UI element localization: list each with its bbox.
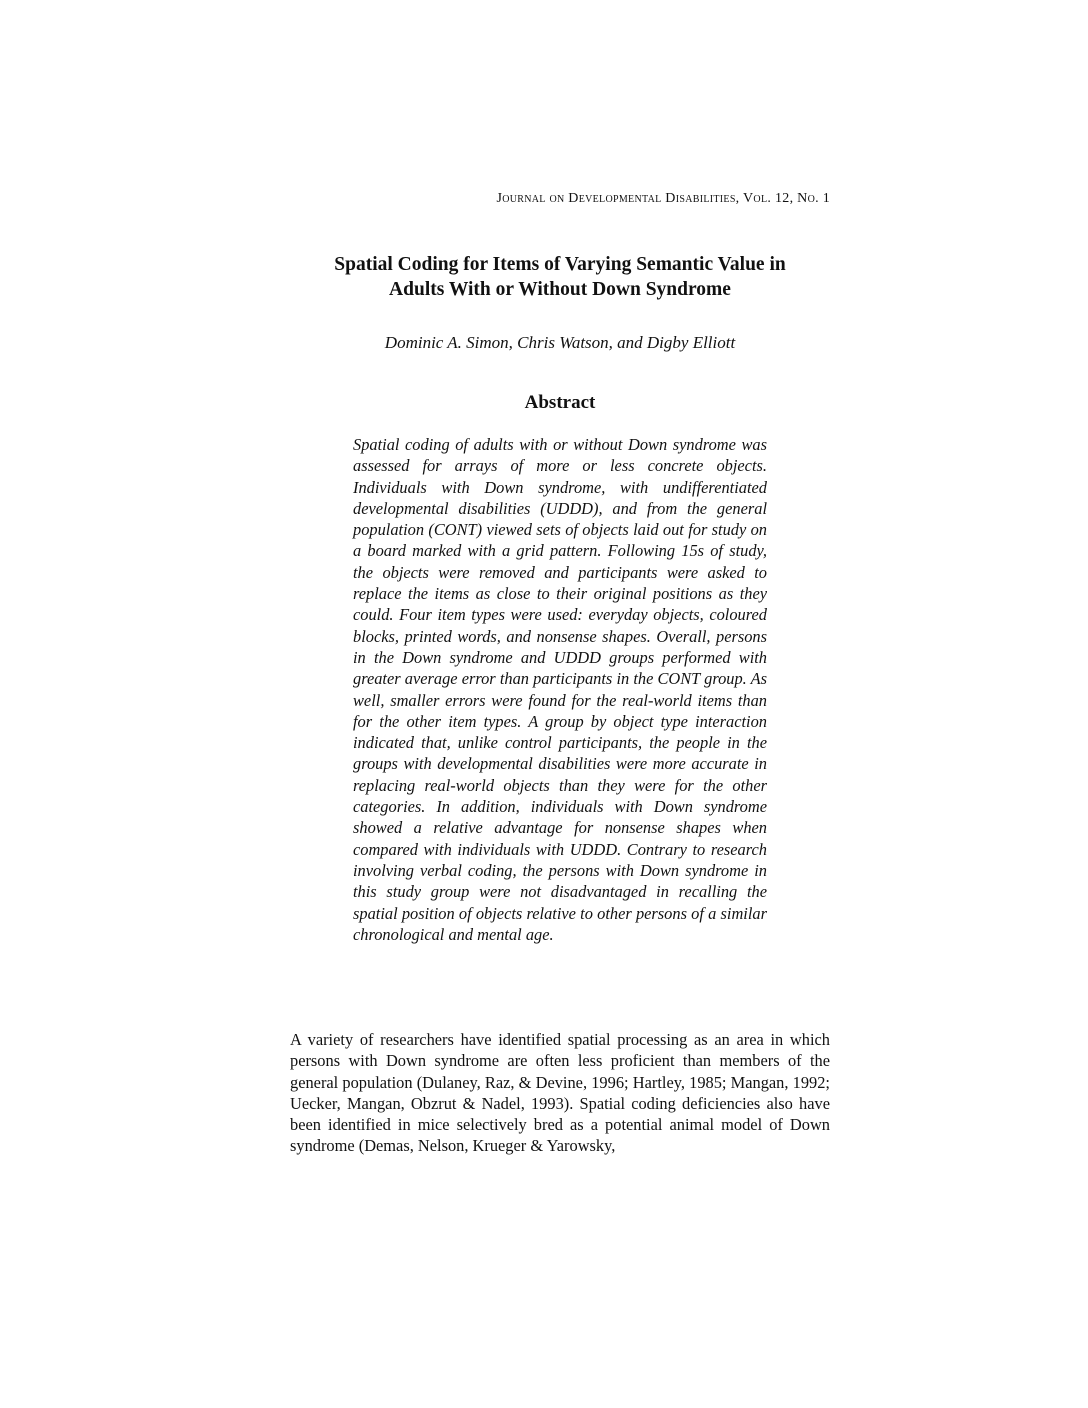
running-header: Journal on Developmental Disabilities, Vol. 12, No. 1 — [496, 191, 830, 206]
article-title-line-2: Adults With or Without Down Syndrome — [389, 279, 731, 300]
body-paragraph: A variety of researchers have identified spatial processing as an area in which persons with Down syndrome are often less proficient than members of the general population (Dulaney, Raz, & Devine, 1996; Hartley, 1985; Mangan, 1992; Uecker, Mangan, Obzrut & Nadel, 1993). Spatial coding deficiencies also have been identified in mice selectively bred as a potential animal model of Down syndrome (Demas, Nelson, Krueger & Yarowsky, — [290, 1030, 830, 1156]
article-authors: Dominic A. Simon, Chris Watson, and Digby Elliott — [384, 333, 736, 352]
abstract-heading: Abstract — [524, 392, 596, 413]
abstract-text: Spatial coding of adults with or without Down syndrome was assessed for arrays of more or less concrete objects. Individuals with Down syndrome, with undifferentiated developmental disabilities (UDDD), and from the general population (CONT) viewed sets of objects laid out for study on a board marked with a grid pattern. Following 15s of study, the objects were removed and participants were asked to replace the items as close to their original positions as they could. Four item types were used: everyday objects, coloured blocks, printed words, and nonsense shapes. Overall, persons in the Down syndrome and UDDD groups performed with greater average error than participants in the CONT group. As well, smaller errors were found for the real-world items than for the other item types. A group by object type interaction indicated that, unlike control participants, the people in the groups with developmental disabilities were more accurate in replacing real-world objects than they were for the other categories. In addition, individuals with Down syndrome showed a relative advantage for nonsense shapes when compared with individuals with UDDD. Contrary to research involving verbal coding, the persons with Down syndrome in this study group were not disadvantaged in recalling the spatial position of objects relative to other persons of a similar chronological and mental age. — [353, 435, 767, 944]
article-title-line-1: Spatial Coding for Items of Varying Semantic Value in — [334, 254, 786, 275]
article-title — [290, 252, 830, 302]
